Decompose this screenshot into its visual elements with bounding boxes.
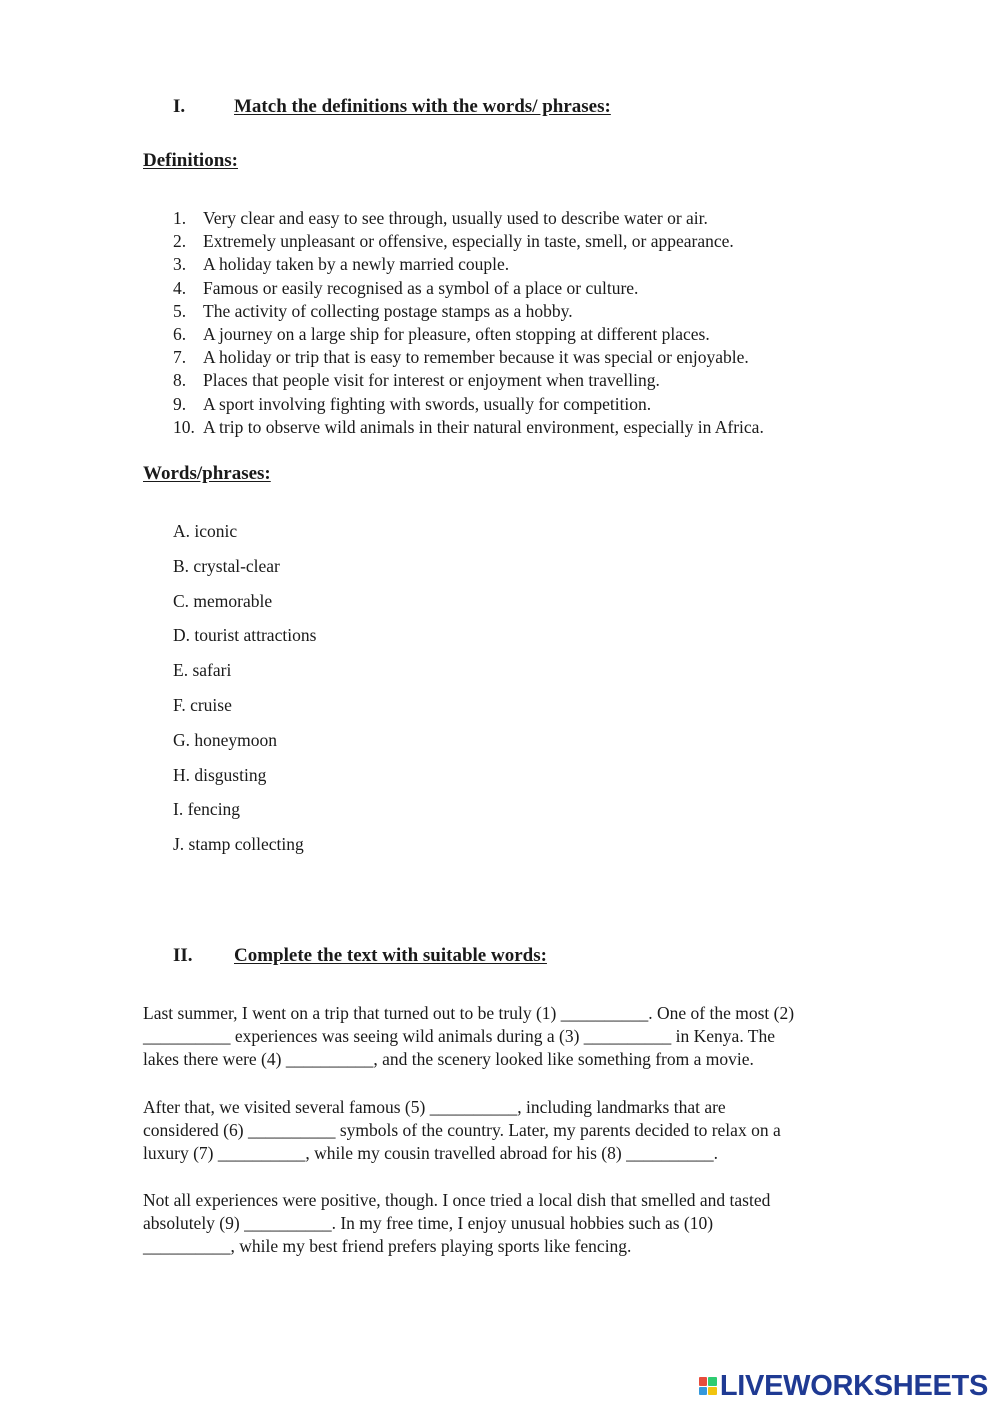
passage-paragraph-2 — [143, 1096, 913, 1166]
definition-item — [173, 207, 764, 230]
passage-line: Last summer, I went on a trip that turned out to be truly (1) __________. One of the most (2) — [143, 1003, 795, 1023]
words-heading: Words/phrases: — [143, 463, 271, 484]
definition-number: 9. — [173, 393, 187, 414]
logo-square-3 — [699, 1387, 708, 1396]
definition-number: 7. — [173, 347, 187, 368]
logo-square-2 — [708, 1377, 717, 1386]
word-item: B. crystal-clear — [173, 555, 280, 576]
definition-text: Extremely unpleasant or offensive, especially in taste, smell, or appearance. — [203, 231, 734, 252]
definition-text: A sport involving fighting with swords, usually for competition. — [203, 393, 652, 414]
section-1-heading — [173, 96, 611, 118]
definition-item — [173, 253, 764, 276]
word-item: C. memorable — [173, 590, 273, 611]
passage-paragraph-1 — [143, 1002, 913, 1072]
word-item: E. safari — [173, 660, 232, 681]
definition-text: Places that people visit for interest or enjoyment when travelling. — [203, 370, 660, 391]
definition-number: 4. — [173, 277, 187, 298]
liveworksheets-logo — [699, 1368, 988, 1404]
section-2-title: Complete the text with suitable words: — [234, 945, 547, 966]
logo-square-1 — [699, 1377, 708, 1386]
definition-item — [173, 300, 764, 323]
section-2-heading — [173, 945, 547, 967]
definition-item — [173, 323, 764, 346]
word-item: I. fencing — [173, 799, 241, 820]
word-item: J. stamp collecting — [173, 834, 304, 855]
definition-number: 5. — [173, 300, 187, 321]
passage-line: __________ experiences was seeing wild animals during a (3) __________ in Kenya. The — [143, 1026, 775, 1047]
definition-number: 3. — [173, 254, 187, 275]
section-2-number: II. — [173, 945, 193, 966]
passage-line: __________, while my best friend prefers playing sports like fencing. — [143, 1236, 632, 1257]
word-item: H. disgusting — [173, 764, 267, 785]
word-item: D. tourist attractions — [173, 625, 317, 646]
passage-line: absolutely (9) __________. In my free time, I enjoy unusual hobbies such as (10) — [143, 1213, 714, 1234]
definition-item — [173, 346, 764, 369]
definition-text: Very clear and easy to see through, usually used to describe water or air. — [203, 208, 708, 228]
definition-item — [173, 369, 764, 392]
definition-text: A holiday or trip that is easy to remember because it was special or enjoyable. — [203, 347, 749, 368]
definition-text: A journey on a large ship for pleasure, often stopping at different places. — [203, 323, 710, 344]
definition-number: 8. — [173, 370, 187, 391]
definition-number: 6. — [173, 323, 187, 344]
passage-line: considered (6) __________ symbols of the country. Later, my parents decided to relax on a — [143, 1120, 781, 1141]
section-1-title: Match the definitions with the words/ phrases: — [234, 96, 611, 117]
logo-square-4 — [708, 1387, 717, 1396]
definition-text: A trip to observe wild animals in their natural environment, especially in Africa. — [203, 416, 764, 437]
definition-number: 2. — [173, 231, 187, 252]
definition-text: The activity of collecting postage stamps as a hobby. — [203, 300, 573, 321]
word-item: G. honeymoon — [173, 729, 278, 750]
definition-text: A holiday taken by a newly married couple. — [203, 254, 510, 275]
definitions-heading: Definitions: — [143, 150, 238, 171]
definition-number: 1. — [173, 208, 187, 228]
passage-line: Not all experiences were positive, though. I once tried a local dish that smelled and tasted — [143, 1190, 771, 1210]
section-1-number: I. — [173, 96, 186, 117]
definition-item — [173, 416, 764, 439]
word-item: A. iconic — [173, 521, 238, 541]
words-list — [173, 518, 316, 866]
definition-item — [173, 277, 764, 300]
definitions-list — [173, 207, 764, 439]
passage-paragraph-3 — [143, 1189, 913, 1259]
definition-text: Famous or easily recognised as a symbol of a place or culture. — [203, 277, 639, 298]
passage-line: lakes there were (4) __________, and the scenery looked like something from a movie. — [143, 1049, 754, 1070]
passage-line: luxury (7) __________, while my cousin travelled abroad for his (8) __________. — [143, 1143, 718, 1164]
definition-item — [173, 393, 764, 416]
definition-item — [173, 230, 764, 253]
liveworksheets-logo-icon — [699, 1377, 717, 1395]
passage-line: After that, we visited several famous (5) __________, including landmarks that are — [143, 1097, 726, 1117]
definition-number: 10. — [173, 416, 195, 437]
logo-text: LIVEWORKSHEETS — [719, 1369, 988, 1402]
word-item: F. cruise — [173, 694, 232, 715]
